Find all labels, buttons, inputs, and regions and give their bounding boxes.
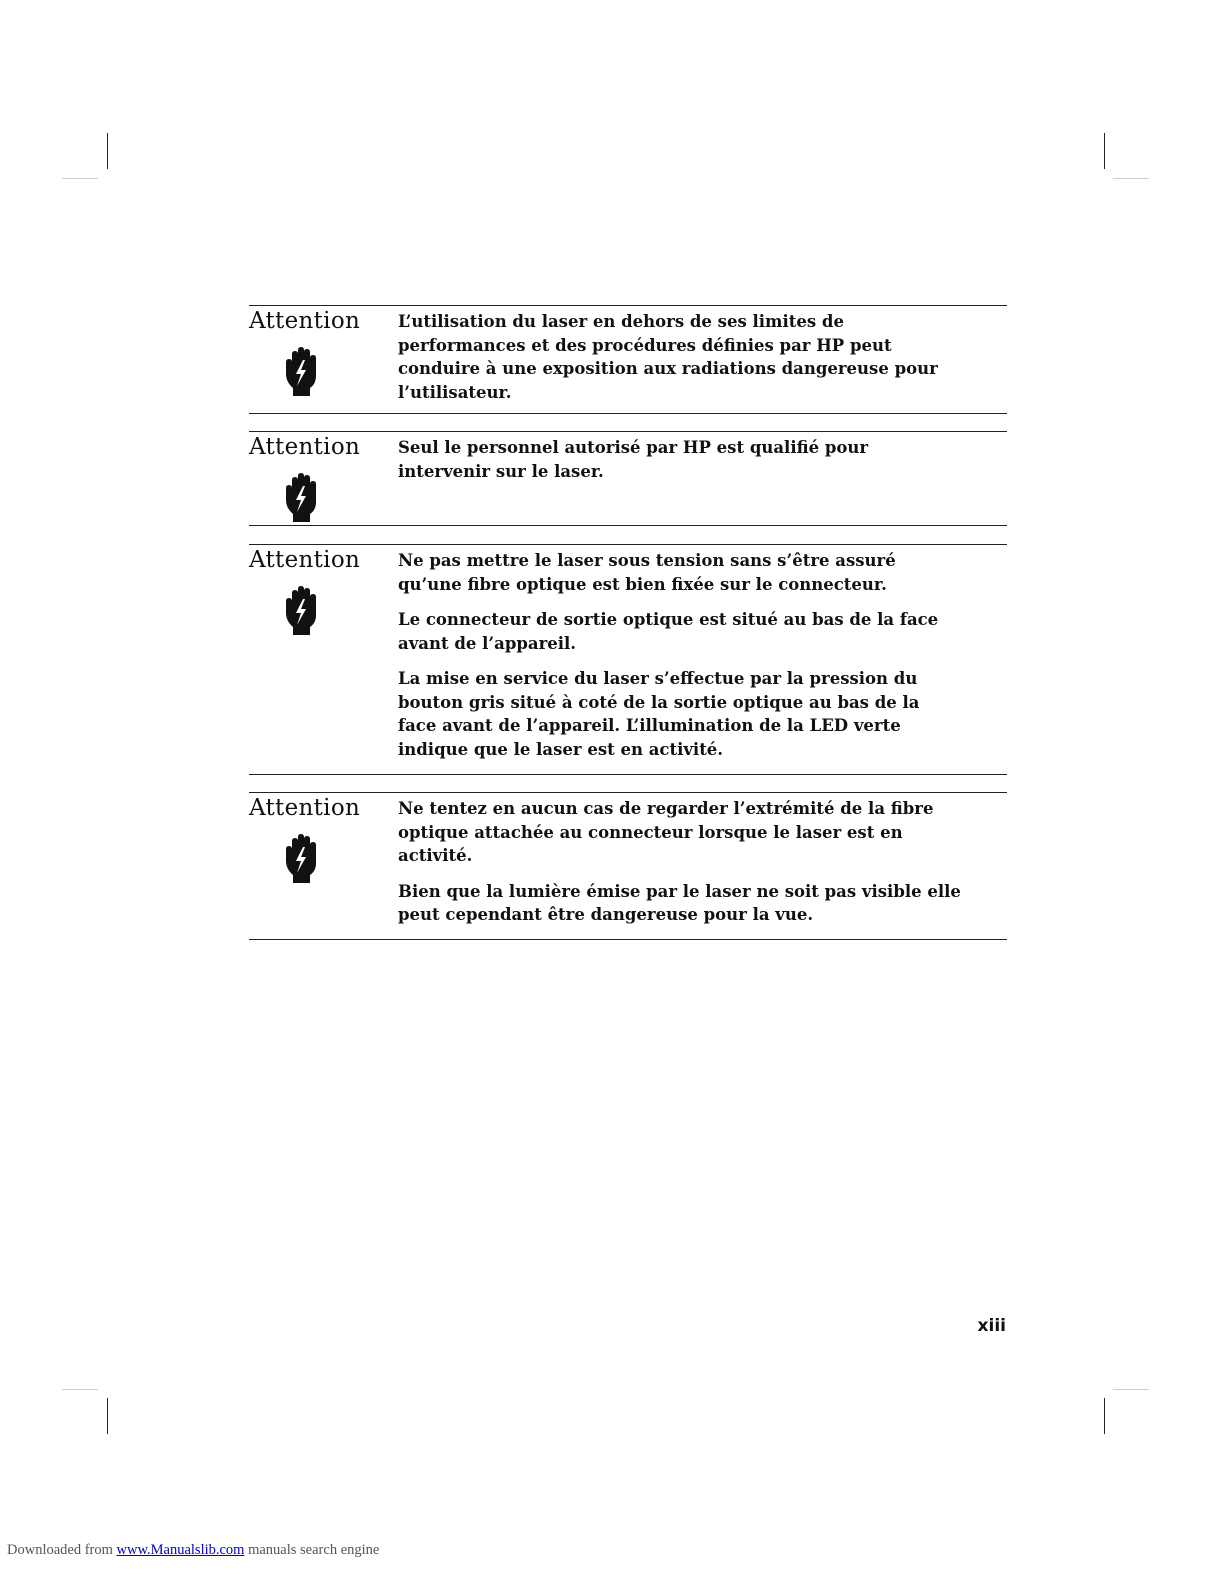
crop-mark: [62, 1389, 98, 1390]
crop-mark: [1104, 133, 1105, 169]
warning-paragraph: Le connecteur de sortie optique est situé au bas de la face avant de l’appareil.: [398, 610, 939, 653]
warning-paragraph: Ne pas mettre le laser sous tension sans s’être assuré qu’une fibre optique est bien fixée sur le connecteur.: [398, 551, 896, 594]
warning-block: [249, 305, 1007, 414]
warning-label: Attention: [249, 795, 361, 821]
warning-paragraph: Seul le personnel autorisé par HP est qualifié pour intervenir sur le laser.: [398, 438, 869, 481]
warning-label: Attention: [249, 308, 361, 334]
footer-suffix: manuals search engine: [248, 1542, 380, 1558]
warning-block: [249, 792, 1007, 940]
crop-mark: [1113, 1389, 1149, 1390]
warning-hand-icon: [283, 585, 319, 637]
crop-mark: [107, 133, 108, 169]
warning-block: [249, 431, 1007, 526]
warning-text: [398, 797, 1018, 927]
warning-paragraph: Ne tentez en aucun cas de regarder l’extrémité de la fibre optique attachée au connecteur lorsque le laser est en activité.: [398, 799, 934, 865]
warning-paragraph: Bien que la lumière émise par le laser ne soit pas visible elle peut cependant être dangereuse pour la vue.: [398, 881, 961, 924]
crop-mark: [107, 1398, 108, 1434]
page-number: xiii: [977, 1316, 1006, 1336]
warning-paragraph: L’utilisation du laser en dehors de ses limites de performances et des procédures définies par HP peut conduire à une exposition aux radiations dangereuse pour l’utilisateur.: [398, 312, 938, 402]
download-footer: [7, 1542, 379, 1559]
warning-block: [249, 544, 1007, 775]
warning-text: [398, 310, 1018, 404]
warning-hand-icon: [283, 346, 319, 398]
warning-hand-icon: [283, 833, 319, 885]
footer-prefix: Downloaded from: [7, 1542, 113, 1558]
crop-mark: [1113, 178, 1149, 179]
warning-label: Attention: [249, 434, 361, 460]
warning-label: Attention: [249, 547, 361, 573]
crop-mark: [62, 178, 98, 179]
crop-mark: [1104, 1398, 1105, 1434]
warning-paragraph: La mise en service du laser s’effectue par la pression du bouton gris situé à coté de la sortie optique au bas de la face avant de l’appareil. L’illumination de la LED verte indique que le laser est en activité.: [398, 669, 920, 759]
manualslib-link[interactable]: www.Manualslib.com: [116, 1542, 245, 1558]
warning-text: [398, 436, 1018, 483]
warning-hand-icon: [283, 472, 319, 524]
warning-text: [398, 549, 1018, 761]
